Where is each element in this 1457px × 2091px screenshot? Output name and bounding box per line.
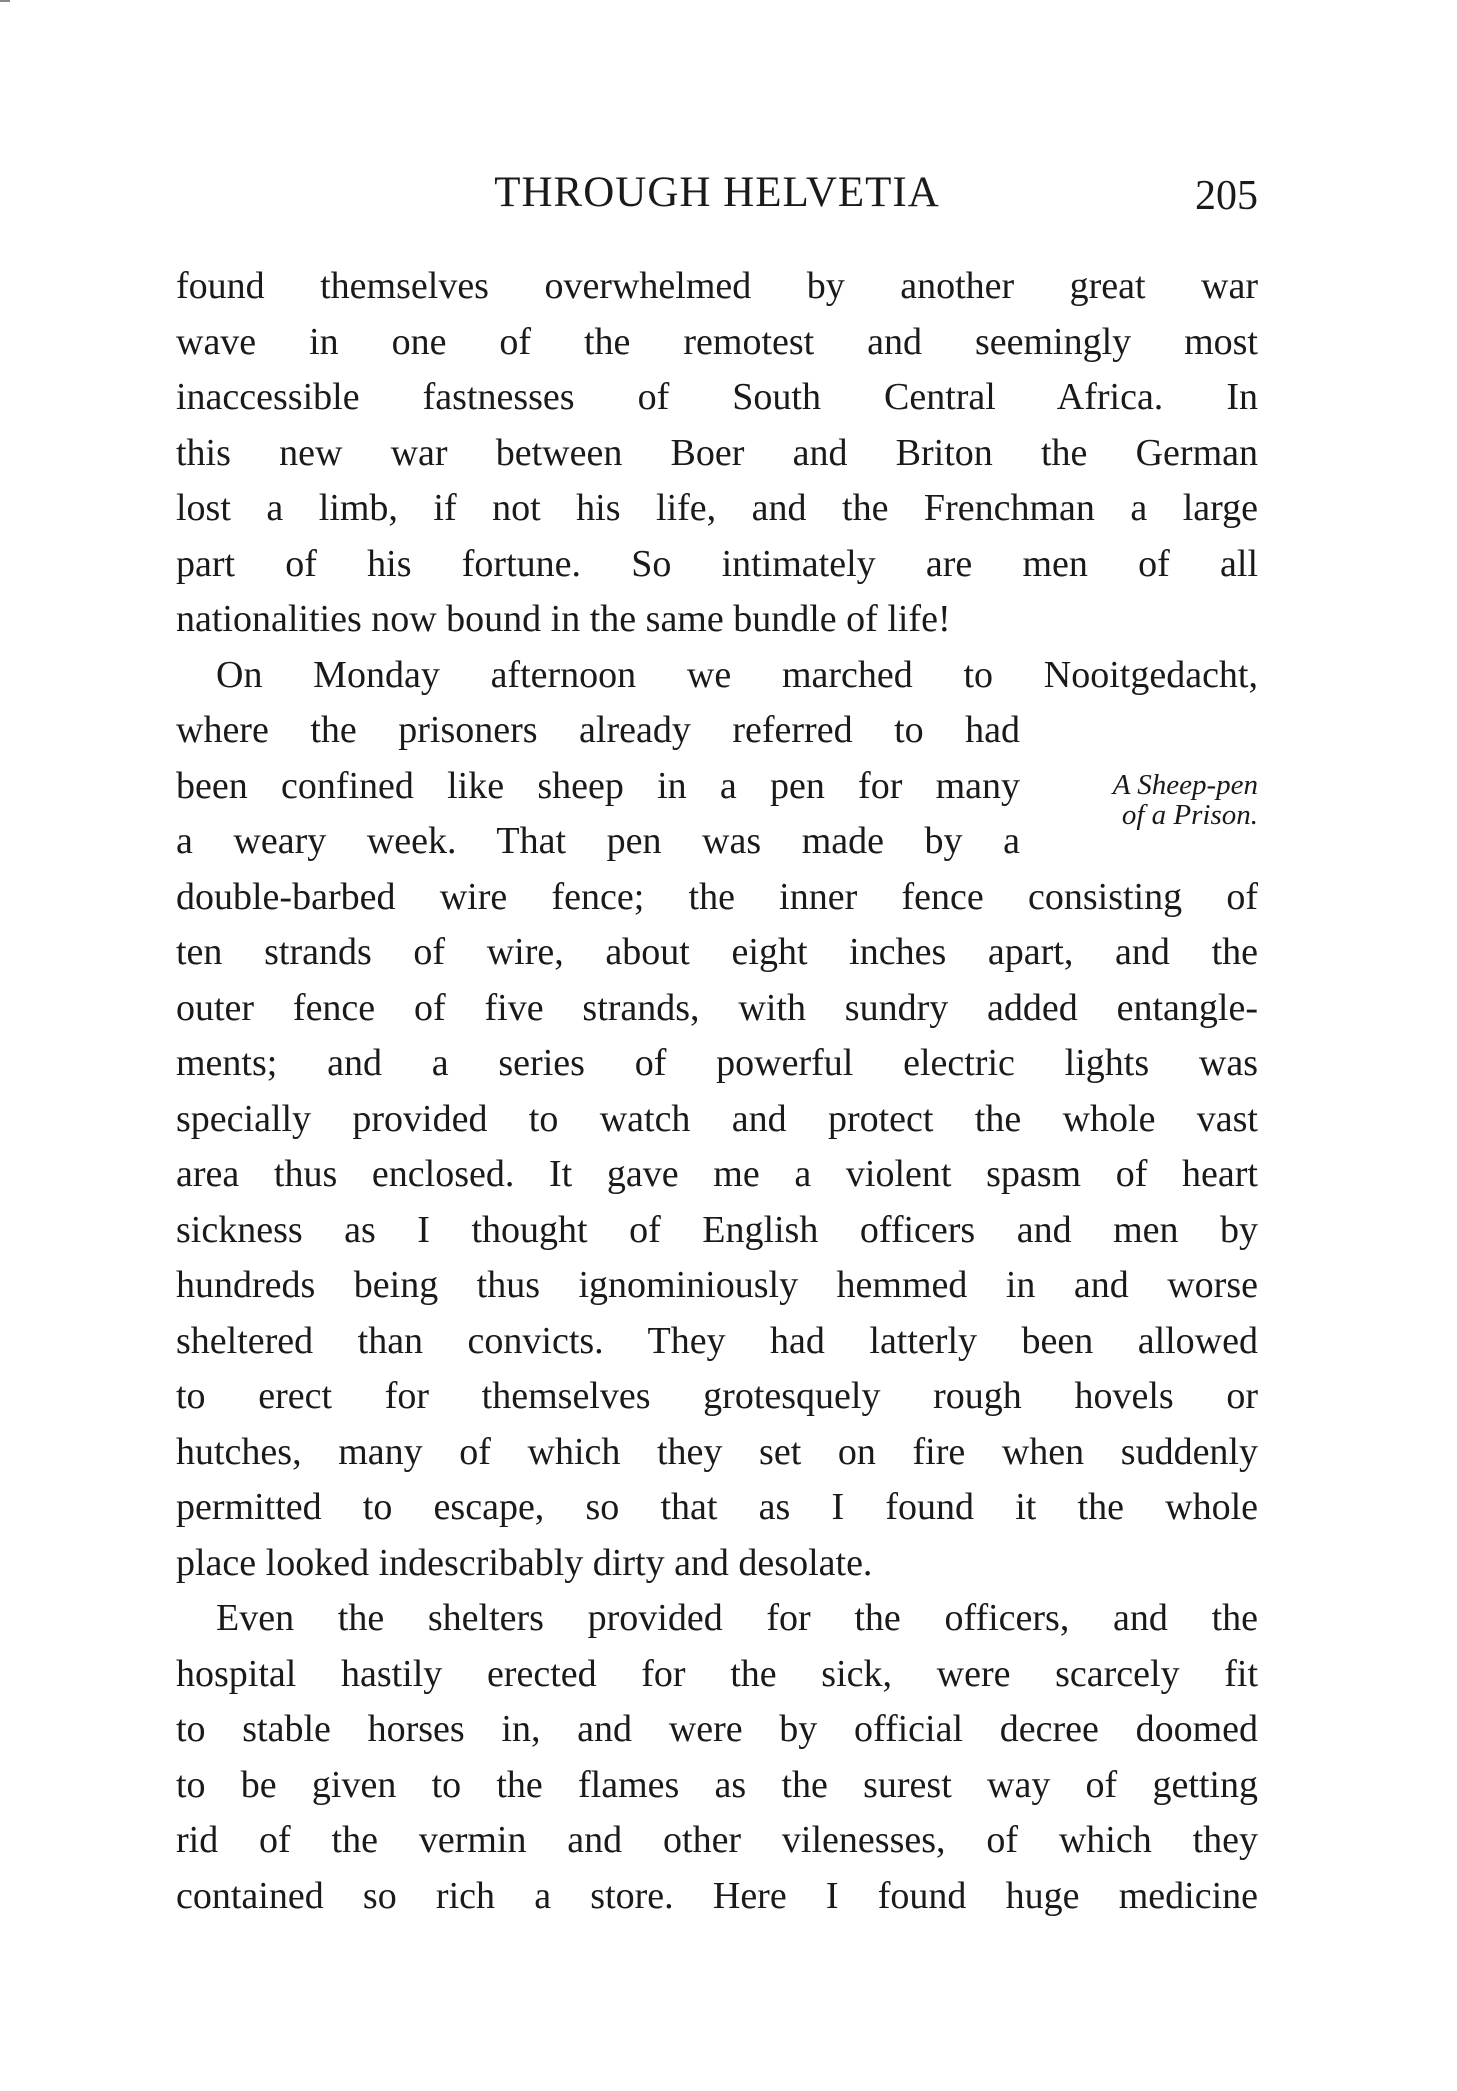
text-line: hutches, many of which they set on fire when suddenly — [176, 1430, 1258, 1473]
text-line: sickness as I thought of English officers and men by — [176, 1208, 1258, 1251]
text-line: permitted to escape, so that as I found it the whole — [176, 1486, 1258, 1528]
text-line: Even the shelters provided for the officers, and the — [216, 1597, 1258, 1639]
text-line: place looked indescribably dirty and desolate. — [176, 1541, 873, 1584]
text-line: part of his fortune. So intimately are men of all — [176, 542, 1258, 585]
text-line: double-barbed wire fence; the inner fence consisting of — [176, 875, 1258, 918]
body-text — [176, 259, 1258, 1924]
text-line: to be given to the flames as the surest way of getting — [176, 1763, 1258, 1806]
text-line: rid of the vermin and other vilenesses, of which they — [176, 1819, 1258, 1861]
text-line: ments; and a series of powerful electric lights was — [176, 1042, 1258, 1084]
text-line: lost a limb, if not his life, and the Frenchman a large — [176, 487, 1258, 529]
text-line: to stable horses in, and were by official decree doomed — [176, 1708, 1258, 1750]
text-line: nationalities now bound in the same bundle of life! — [176, 598, 951, 640]
scan-mark — [0, 0, 10, 2]
text-line: this new war between Boer and Briton the German — [176, 431, 1258, 474]
text-line: specially provided to watch and protect the whole vast — [176, 1097, 1258, 1140]
text-line: outer fence of five strands, with sundry added entangle- — [176, 986, 1258, 1029]
text-line: hundreds being thus ignominiously hemmed in and worse — [176, 1264, 1258, 1306]
text-line: to erect for themselves grotesquely rough hovels or — [176, 1375, 1258, 1417]
text-line: sheltered than convicts. They had latterly been allowed — [176, 1319, 1258, 1362]
text-line: inaccessible fastnesses of South Central Africa. In — [176, 376, 1258, 418]
text-line: On Monday afternoon we marched to Nooitgedacht, — [216, 653, 1258, 696]
text-line: contained so rich a store. Here I found huge medicine — [176, 1874, 1258, 1917]
text-line: area thus enclosed. It gave me a violent spasm of heart — [176, 1153, 1258, 1195]
running-title: THROUGH HELVETIA — [494, 169, 940, 216]
text-line: hospital hastily erected for the sick, were scarcely fit — [176, 1652, 1258, 1695]
text-line: wave in one of the remotest and seemingly most — [176, 320, 1258, 363]
text-line: a weary week. That pen was made by a — [176, 820, 1020, 862]
margin-note-line: A Sheep-pen — [1112, 769, 1258, 801]
text-line: found themselves overwhelmed by another great war — [176, 265, 1258, 307]
margin-note-line: of a Prison. — [1121, 799, 1258, 831]
text-line: where the prisoners already referred to had — [176, 709, 1020, 751]
page-number: 205 — [1195, 173, 1258, 219]
text-line: ten strands of wire, about eight inches apart, and the — [176, 931, 1258, 973]
running-head — [176, 168, 1258, 224]
text-line: been confined like sheep in a pen for many — [176, 764, 1020, 807]
